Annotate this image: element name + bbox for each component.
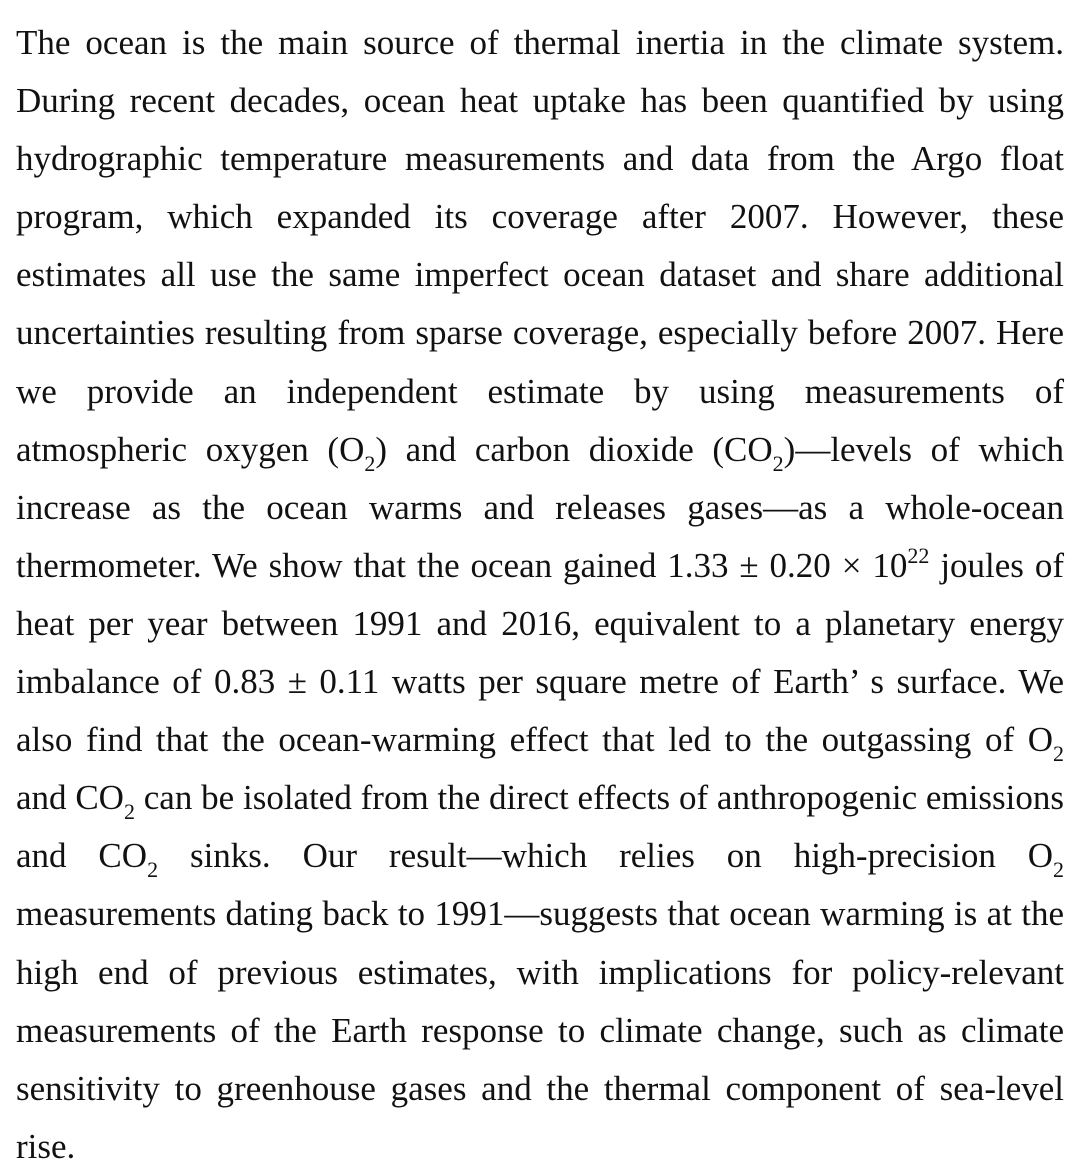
sentence-6-part-b: and CO xyxy=(16,778,124,818)
sentence-4-part-c: )—levels of which increase as the ocean warms and releases gases—as a whole-ocean thermometer. xyxy=(16,429,1064,585)
sentence-5-part-a: We show that the ocean gained 1.33 ± 0.20 xyxy=(211,545,842,585)
subscript-2: 2 xyxy=(364,450,376,476)
sentence-3: However, these estimates all use the same imperfect ocean dataset and share additional uncertainties resulting from sparse coverage, especially before 2007. xyxy=(16,197,1064,353)
times-symbol: × xyxy=(841,545,862,585)
sentence-4-part-a: Here we provide an independent estimate by using measurements of atmospheric oxygen (O xyxy=(16,313,1064,469)
subscript-2: 2 xyxy=(772,450,784,476)
sentence-5-part-c: joules of heat per year between 1991 and 2016, equivalent to a planetary energy imbalance of 0.83 ± 0.11 watts per square metre of Earth’ s surface. xyxy=(16,545,1065,702)
subscript-2: 2 xyxy=(147,857,159,883)
sentence-6-part-c: can be isolated from the direct effects of anthropogenic emissions and CO xyxy=(16,778,1064,876)
sentence-6-part-d: sinks. xyxy=(158,836,271,876)
sentence-5-part-b: 10 xyxy=(861,545,908,585)
sentence-1: The ocean is the main source of thermal inertia in the climate system. xyxy=(16,23,1064,62)
sentence-7-part-a: Our result—which relies on high-precision O xyxy=(302,836,1054,876)
superscript-22: 22 xyxy=(907,542,930,568)
subscript-2: 2 xyxy=(1053,741,1064,767)
sentence-2: During recent decades, ocean heat uptake has been quantified by using hydrographic temperature measurements and data from the Argo float program, which expanded its coverage after 2007. xyxy=(16,81,1064,237)
sentence-7-part-b: measurements dating back to 1991—suggests that ocean warming is at the high end of previous estimates, with implications for policy-relevant measurements of the Earth response to climate change, such as climate sensitivity to greenhouse gases and the thermal component of sea-level rise. xyxy=(16,894,1064,1166)
subscript-2: 2 xyxy=(123,799,135,825)
abstract-paragraph xyxy=(16,14,1064,1176)
sentence-6-part-a: We also find that the ocean-warming effect that led to the outgassing of O xyxy=(16,662,1064,760)
subscript-2: 2 xyxy=(1053,857,1065,883)
sentence-4-part-b: ) and carbon dioxide (CO xyxy=(375,429,773,469)
